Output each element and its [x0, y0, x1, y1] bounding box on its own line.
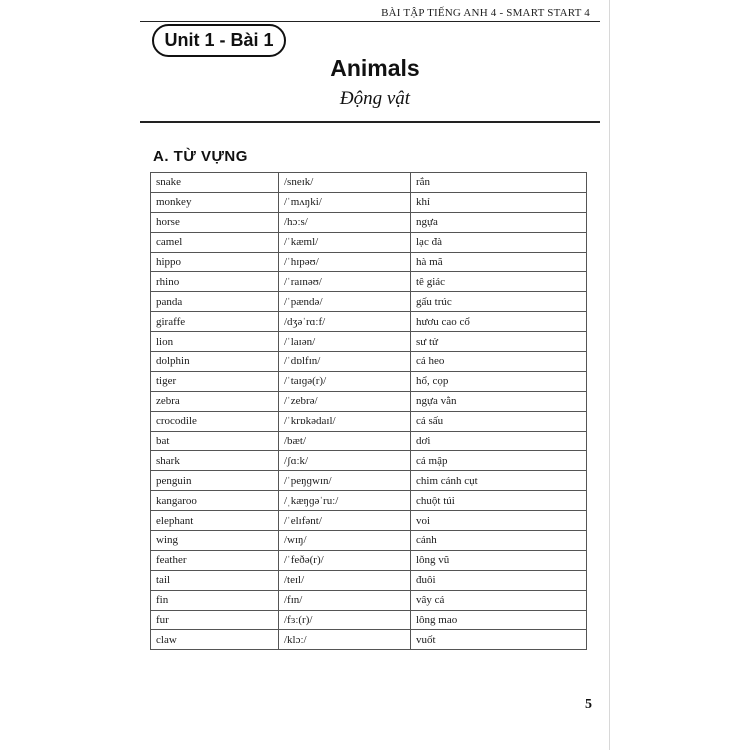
word-cell: elephant [151, 511, 279, 531]
unit-badge: Unit 1 - Bài 1 [152, 24, 286, 57]
word-cell: horse [151, 212, 279, 232]
table-row [151, 471, 587, 491]
meaning-cell: rắn [411, 173, 587, 193]
meaning-cell: lông mao [411, 610, 587, 630]
ipa-cell: /dʒəˈrɑːf/ [279, 312, 411, 332]
table-row [151, 272, 587, 292]
meaning-cell: ngựa [411, 212, 587, 232]
word-cell: monkey [151, 192, 279, 212]
meaning-cell: vây cá [411, 590, 587, 610]
title-rule [140, 121, 600, 123]
meaning-cell: hà mã [411, 252, 587, 272]
vocabulary-table-body [151, 173, 587, 650]
word-cell: giraffe [151, 312, 279, 332]
word-cell: tail [151, 570, 279, 590]
ipa-cell: /fɜː(r)/ [279, 610, 411, 630]
lesson-title: Animals [330, 55, 420, 81]
ipa-cell: /ˈlaɪən/ [279, 332, 411, 352]
table-row [151, 352, 587, 372]
ipa-cell: /klɔː/ [279, 630, 411, 650]
table-row [151, 431, 587, 451]
ipa-cell: /ˈtaɪɡə(r)/ [279, 371, 411, 391]
ipa-cell: /fɪn/ [279, 590, 411, 610]
ipa-cell: /ʃɑːk/ [279, 451, 411, 471]
meaning-cell: cá mập [411, 451, 587, 471]
running-header: BÀI TẬP TIẾNG ANH 4 - SMART START 4 [381, 7, 590, 19]
table-row [151, 630, 587, 650]
word-cell: kangaroo [151, 491, 279, 511]
meaning-cell: hổ, cọp [411, 371, 587, 391]
table-row [151, 511, 587, 531]
ipa-cell: /ˈkrɒkədaɪl/ [279, 411, 411, 431]
word-cell: fin [151, 590, 279, 610]
meaning-cell: sư tử [411, 332, 587, 352]
lesson-subtitle: Động vật [339, 88, 411, 109]
meaning-cell: chuột túi [411, 491, 587, 511]
table-row [151, 451, 587, 471]
ipa-cell: /sneɪk/ [279, 173, 411, 193]
word-cell: bat [151, 431, 279, 451]
ipa-cell: /ˈpeŋɡwɪn/ [279, 471, 411, 491]
section-title: A. TỪ VỰNG [153, 148, 248, 165]
word-cell: rhino [151, 272, 279, 292]
meaning-cell: voi [411, 511, 587, 531]
word-cell: feather [151, 550, 279, 570]
meaning-cell: tê giác [411, 272, 587, 292]
word-cell: fur [151, 610, 279, 630]
ipa-cell: /ˈraɪnəʊ/ [279, 272, 411, 292]
table-row [151, 173, 587, 193]
meaning-cell: cánh [411, 531, 587, 551]
ipa-cell: /ˌkæŋɡəˈruː/ [279, 491, 411, 511]
ipa-cell: /ˈdɒlfɪn/ [279, 352, 411, 372]
word-cell: crocodile [151, 411, 279, 431]
table-row [151, 232, 587, 252]
word-cell: penguin [151, 471, 279, 491]
table-row [151, 531, 587, 551]
table-row [151, 312, 587, 332]
word-cell: tiger [151, 371, 279, 391]
ipa-cell: /ˈmʌŋki/ [279, 192, 411, 212]
meaning-cell: ngựa vằn [411, 391, 587, 411]
word-cell: hippo [151, 252, 279, 272]
table-row [151, 192, 587, 212]
meaning-cell: cá heo [411, 352, 587, 372]
table-row [151, 371, 587, 391]
table-row [151, 411, 587, 431]
meaning-cell: lông vũ [411, 550, 587, 570]
meaning-cell: chim cánh cụt [411, 471, 587, 491]
word-cell: zebra [151, 391, 279, 411]
ipa-cell: /wɪŋ/ [279, 531, 411, 551]
table-row [151, 292, 587, 312]
word-cell: lion [151, 332, 279, 352]
word-cell: panda [151, 292, 279, 312]
ipa-cell: /ˈzebrə/ [279, 391, 411, 411]
header-rule [140, 21, 600, 22]
ipa-cell: /ˈhɪpəʊ/ [279, 252, 411, 272]
meaning-cell: lạc đà [411, 232, 587, 252]
meaning-cell: gấu trúc [411, 292, 587, 312]
vocabulary-table [150, 172, 587, 650]
table-row [151, 590, 587, 610]
table-row [151, 491, 587, 511]
page-number: 5 [585, 697, 592, 712]
table-row [151, 391, 587, 411]
table-row [151, 252, 587, 272]
word-cell: wing [151, 531, 279, 551]
word-cell: dolphin [151, 352, 279, 372]
table-row [151, 212, 587, 232]
meaning-cell: đuôi [411, 570, 587, 590]
table-row [151, 332, 587, 352]
ipa-cell: /teɪl/ [279, 570, 411, 590]
meaning-cell: cá sấu [411, 411, 587, 431]
table-row [151, 550, 587, 570]
ipa-cell: /bæt/ [279, 431, 411, 451]
ipa-cell: /ˈfeðə(r)/ [279, 550, 411, 570]
meaning-cell: dơi [411, 431, 587, 451]
book-page [120, 0, 610, 750]
meaning-cell: khỉ [411, 192, 587, 212]
word-cell: shark [151, 451, 279, 471]
word-cell: snake [151, 173, 279, 193]
meaning-cell: vuốt [411, 630, 587, 650]
word-cell: camel [151, 232, 279, 252]
table-row [151, 570, 587, 590]
ipa-cell: /ˈelɪfənt/ [279, 511, 411, 531]
ipa-cell: /ˈpændə/ [279, 292, 411, 312]
table-row [151, 610, 587, 630]
meaning-cell: hươu cao cổ [411, 312, 587, 332]
ipa-cell: /hɔːs/ [279, 212, 411, 232]
ipa-cell: /ˈkæml/ [279, 232, 411, 252]
word-cell: claw [151, 630, 279, 650]
page-edge-shadow [609, 0, 610, 750]
